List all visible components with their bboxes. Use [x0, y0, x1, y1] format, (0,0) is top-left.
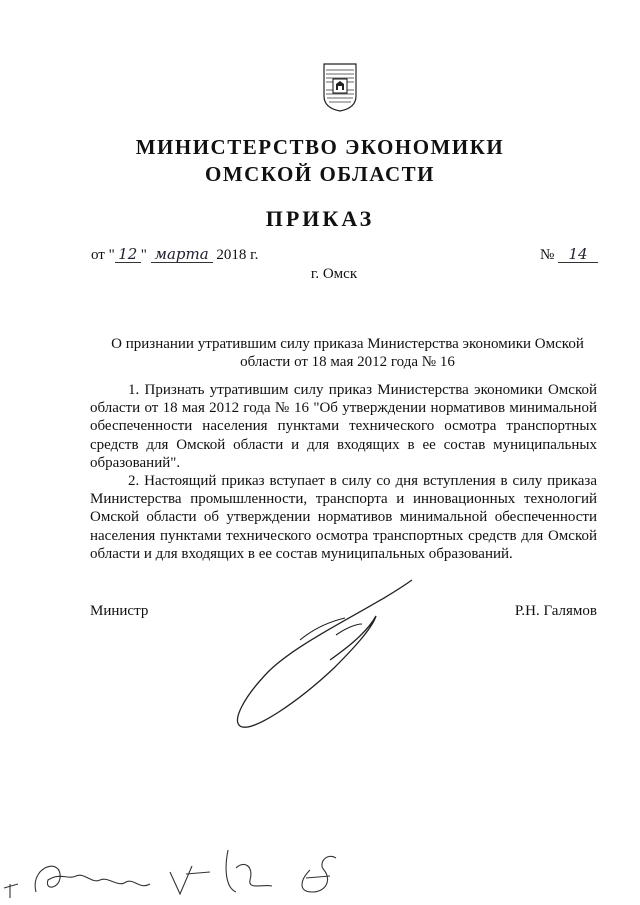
order-subject: О признании утратившим силу приказа Министерства экономики Омской области от 18 мая 2012 года № 16	[111, 336, 584, 370]
signatory-title: Министр	[90, 603, 149, 619]
ministry-title-line2: ОМСКОЙ ОБЛАСТИ	[205, 162, 435, 186]
date-prefix: от "	[91, 247, 115, 263]
date-line	[91, 247, 258, 264]
document-number: 14	[558, 247, 598, 263]
document-type-heading: ПРИКАЗ	[265, 206, 375, 231]
order-body	[90, 381, 597, 563]
document-number-line	[540, 247, 598, 264]
ministry-title-line1: МИНИСТЕРСТВО ЭКОНОМИКИ	[135, 135, 505, 159]
coat-of-arms-icon	[322, 62, 358, 112]
number-prefix: №	[540, 247, 559, 263]
signatory-name: Р.Н. Галямов	[514, 603, 597, 619]
date-month: марта	[151, 247, 213, 263]
date-year: 2018 г.	[212, 247, 259, 263]
paragraph-1: 1. Признать утратившим силу приказ Министерства экономики Омской области от 18 мая 2012 года № 16 "Об утверждении нормативов минимальной обеспеченности населения пунктами технического осмотра транспортных средств для Омской области и для входящих в ее состав муниципальных образований".	[90, 382, 597, 471]
paragraph-2: 2. Настоящий приказ вступает в силу со дня вступления в силу приказа Министерства промышленности, транспорта и инновационных технологий Омской области об утверждении нормативов минимальной обеспеченности населения пунктами технического осмотра транспортных средств для Омской области и для входящих в ее состав муниципальных образований.	[90, 473, 597, 562]
city: г. Омск	[310, 266, 358, 282]
date-mid: "	[140, 247, 151, 263]
date-day: 12	[115, 247, 141, 263]
